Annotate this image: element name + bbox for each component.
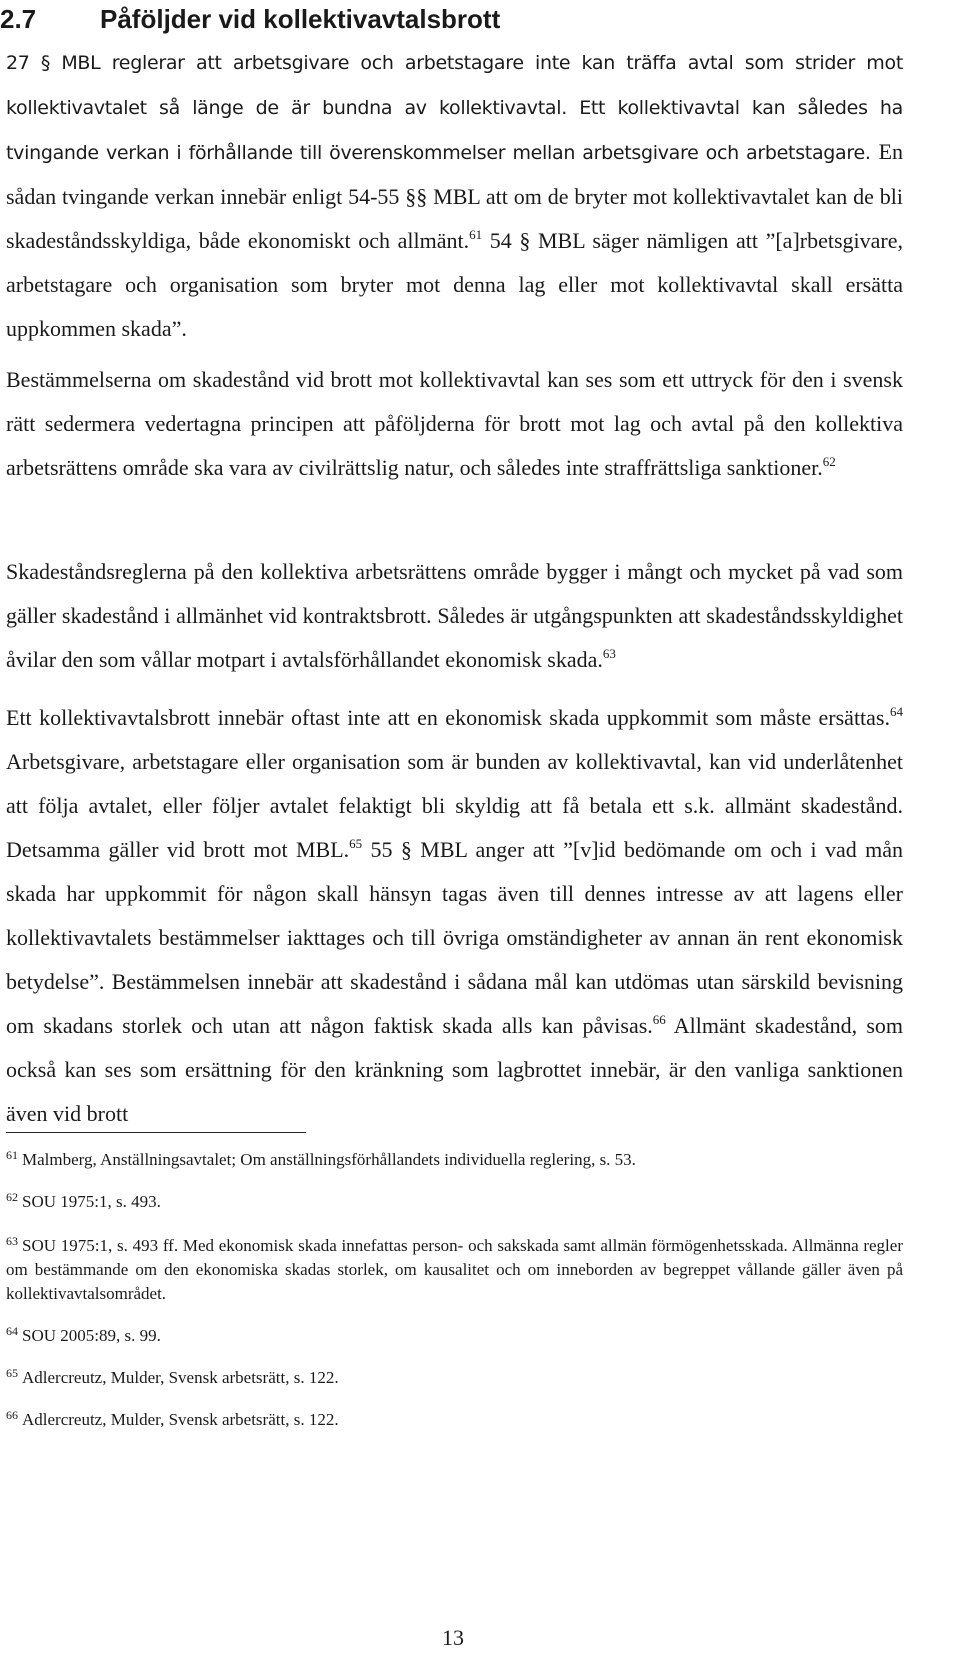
footnote-number: 61: [6, 1148, 18, 1162]
footnote-text: SOU 1975:1, s. 493 ff. Med ekonomisk skada innefattas person- och sakskada samt allmän förmögenhetsskada. Allmänna regler om bestämmande om den ekonomiska skadas storlek, om kausalitet och om inneborden av begreppet vållande gäller även på kollektivavtalsområdet.: [6, 1236, 903, 1303]
paragraph-1: [6, 40, 903, 351]
paragraph-1-part-b: En sådan tvingande verkan innebär enligt 54-55 §§ MBL att om de bryter mot kollektivavtalet kan de bli skadeståndsskyldiga, både ekonomiskt och allmänt.: [6, 139, 904, 253]
footnote-number: 66: [6, 1408, 18, 1422]
footnote-62: [6, 1190, 903, 1214]
paragraph-3-text: Skadeståndsreglerna på den kollektiva arbetsrättens område bygger i mångt och mycket på vad som gäller skadestånd i allmänhet vid kontraktsbrott. Således är utgångspunkten att skadeståndsskyldighet åvilar den som vållar motpart i avtalsförhållandet ekonomisk skada.: [6, 559, 903, 672]
footnote-text: Malmberg, Anställningsavtalet; Om anställningsförhållandets individuella reglering, s. 53.: [22, 1150, 636, 1169]
paragraph-4-part-d: Allmänt skadestånd, som också kan ses som ersättning för den kränkning som lagbrottet innebär, är den vanliga sanktionen även vid brott: [6, 1013, 903, 1126]
footnote-65: [6, 1366, 903, 1390]
footnote-ref-62[interactable]: 62: [822, 454, 836, 469]
section-heading: [0, 0, 960, 38]
paragraph-4-part-a: Ett kollektivavtalsbrott innebär oftast inte att en ekonomisk skada uppkommit som måste ersättas.: [6, 705, 890, 730]
footnote-ref-65[interactable]: 65: [349, 836, 363, 851]
footnote-ref-64[interactable]: 64: [890, 704, 903, 719]
section-title: Påföljder vid kollektivavtalsbrott: [100, 4, 501, 34]
paragraph-2: [6, 358, 903, 490]
section-number: 2.7: [0, 4, 37, 34]
footnote-text: SOU 1975:1, s. 493.: [22, 1192, 161, 1211]
footnote-number: 63: [6, 1234, 18, 1248]
footnote-number: 65: [6, 1366, 18, 1380]
footnote-ref-63[interactable]: 63: [602, 646, 616, 661]
paragraph-4-part-b: Arbetsgivare, arbetstagare eller organisation som är bunden av kollektivavtal, kan vid underlåtenhet att följa avtalet, eller följer avtalet felaktigt bli skyldig att få betala ett s.k. allmänt skadestånd. Detsamma gäller vid brott mot MBL.: [6, 749, 903, 862]
paragraph-2-text: Bestämmelserna om skadestånd vid brott mot kollektivavtal kan ses som ett uttryck för den i svensk rätt sedermera vedertagna principen att påföljderna för brott mot lag och avtal på den kollektiva arbetsrättens område ska vara av civilrättslig natur, och således inte straffrättsliga sanktioner.: [6, 367, 903, 480]
paragraph-1-part-a: 27 § MBL reglerar att arbetsgivare och arbetstagare inte kan träffa avtal som strider mot kollektivavtalet så länge de är bundna av kollektivavtal. Ett kollektivavtal kan således ha tvingande verkan i förhållande till överenskommelser mellan arbetsgivare och arbetstagare.: [6, 52, 903, 164]
paragraph-3: [6, 550, 903, 682]
footnote-ref-66[interactable]: 66: [652, 1012, 666, 1027]
paragraph-1-part-c: 54 § MBL säger nämligen att ”[a]rbetsgivare, arbetstagare och organisation som bryter mot denna lag eller mot kollektivavtal skall ersätta uppkommen skada”.: [6, 228, 903, 341]
footnote-text: Adlercreutz, Mulder, Svensk arbetsrätt, s. 122.: [22, 1368, 339, 1387]
page-number: 13: [442, 1625, 464, 1650]
footnote-ref-61[interactable]: 61: [469, 227, 483, 242]
footnote-number: 64: [6, 1324, 18, 1338]
footnote-66: [6, 1408, 903, 1432]
paragraph-4: [6, 696, 903, 1136]
footnote-text: SOU 2005:89, s. 99.: [22, 1326, 161, 1345]
paragraph-4-part-c: 55 § MBL anger att ”[v]id bedömande om och i vad mån skada har uppkommit för någon skall hänsyn tagas även till dennes intresse av att lagens eller kollektivavtalets bestämmelser iakttages och till övriga omständigheter av annan än rent ekonomisk betydelse”. Bestämmelsen innebär att skadestånd i sådana mål kan utdömas utan särskild bevisning om skadans storlek och utan att någon faktisk skada alls kan påvisas.: [6, 837, 903, 1038]
footnote-number: 62: [6, 1190, 18, 1204]
footnote-61: [6, 1148, 903, 1172]
footnote-64: [6, 1324, 903, 1348]
footnote-text: Adlercreutz, Mulder, Svensk arbetsrätt, s. 122.: [22, 1410, 339, 1429]
footnote-63: [6, 1234, 903, 1306]
footnote-separator: [6, 1132, 306, 1133]
